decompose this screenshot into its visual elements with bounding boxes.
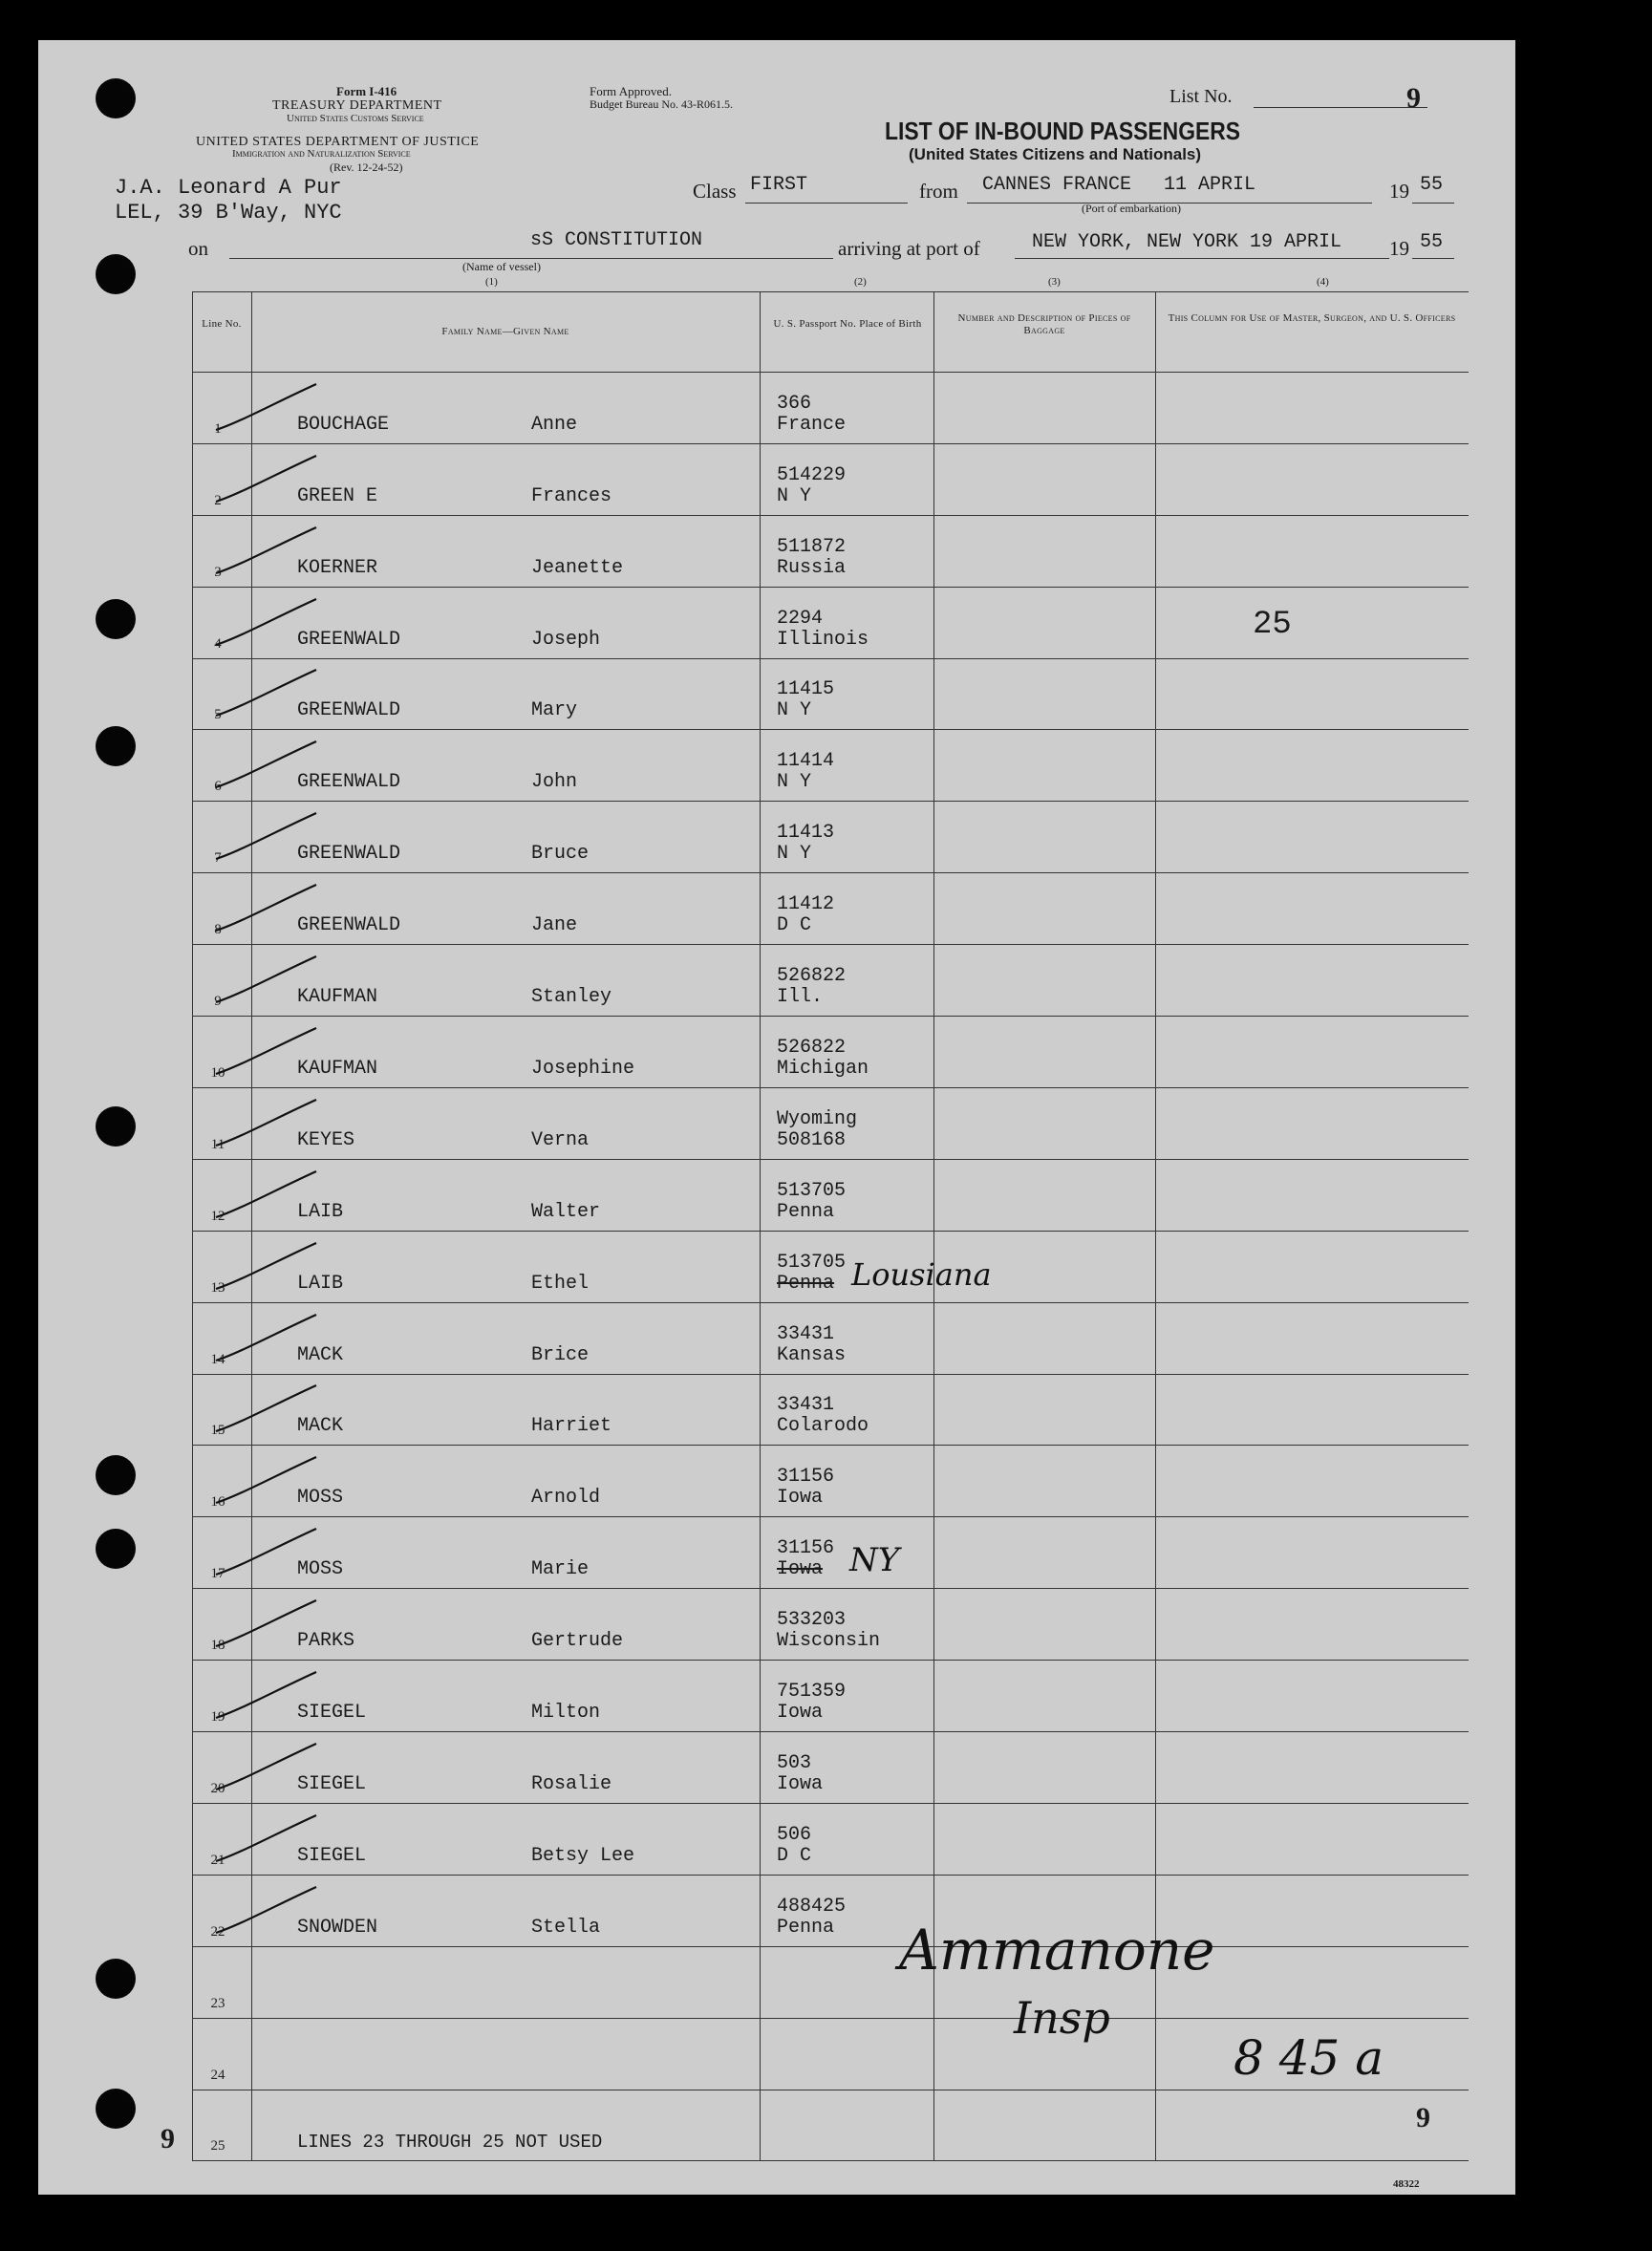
line-number: 15: [210, 1423, 225, 1439]
budget-bureau: Budget Bureau No. 43-R061.5.: [590, 97, 733, 111]
line-number: 19: [210, 1709, 225, 1726]
passport-number: 513705: [777, 1179, 847, 1202]
table-row: [192, 1731, 1469, 1803]
table-row: [192, 730, 1469, 802]
treasury-department: TREASURY DEPARTMENT: [272, 98, 442, 113]
passport-number: 513705: [777, 1251, 847, 1274]
inspector-title: Insp: [1014, 1992, 1110, 2044]
agent-line-1: J.A. Leonard A Pur: [115, 176, 342, 200]
vessel-note: (Name of vessel): [462, 260, 541, 273]
list-title: LIST OF IN-BOUND PASSENGERS: [885, 117, 1241, 145]
line-number: 14: [210, 1351, 225, 1367]
passport-number: 526822: [777, 1036, 847, 1059]
check-mark-icon: [211, 1311, 326, 1368]
table-row: [192, 1875, 1469, 1946]
col-header-line: Line No.: [202, 318, 242, 330]
passport-number: 11413: [777, 822, 835, 845]
punch-hole: [96, 2089, 136, 2129]
place-of-birth: Kansas: [777, 1343, 847, 1366]
family-name: SIEGEL: [297, 1772, 367, 1795]
place-of-birth: Wisconsin: [777, 1630, 881, 1653]
punch-hole: [96, 1959, 136, 1999]
place-of-birth: D C: [777, 914, 812, 937]
col-number-2: (2): [854, 276, 867, 288]
table-row: [192, 1946, 1469, 2018]
line-number: 10: [210, 1064, 225, 1081]
table-row: [192, 1302, 1469, 1374]
place-of-birth: Ill.: [777, 986, 824, 1009]
place-of-birth: France: [777, 413, 847, 436]
passport-number: 514229: [777, 463, 847, 486]
agent-line-2: LEL, 39 B'Way, NYC: [115, 201, 342, 225]
family-name: MACK: [297, 1343, 344, 1366]
family-name: MOSS: [297, 1558, 344, 1581]
family-name: MACK: [297, 1415, 344, 1438]
place-of-birth: N Y: [777, 771, 812, 794]
check-mark-icon: [211, 738, 326, 795]
col-header-name: Family Name—Given Name: [441, 326, 569, 337]
check-mark-icon: [211, 1168, 326, 1225]
punch-hole: [96, 599, 136, 639]
family-name: LAIB: [297, 1272, 344, 1295]
place-of-birth: N Y: [777, 484, 812, 507]
arrival-year-prefix: 19: [1389, 237, 1409, 260]
passport-number: 11412: [777, 893, 835, 916]
check-mark-icon: [211, 1024, 326, 1082]
given-name: Joseph: [531, 628, 601, 651]
table-row: [192, 1803, 1469, 1875]
line-number: 7: [214, 850, 222, 867]
revision-date: (Rev. 12-24-52): [330, 161, 403, 174]
punch-hole: [96, 254, 136, 294]
family-name: GREENWALD: [297, 699, 401, 722]
table-row: [192, 372, 1469, 443]
table-row: [192, 1446, 1469, 1517]
check-mark-icon: [211, 1453, 326, 1511]
line-number: 5: [214, 707, 222, 723]
passport-number: 366: [777, 392, 812, 415]
table-row: [192, 2090, 1469, 2161]
family-name: KAUFMAN: [297, 986, 378, 1009]
family-name: GREENWALD: [297, 628, 401, 651]
list-subtitle: (United States Citizens and Nationals): [909, 145, 1202, 163]
line-number: 25: [210, 2138, 225, 2155]
family-name: KAUFMAN: [297, 1057, 378, 1080]
given-name: John: [531, 771, 578, 794]
line-number: 11: [210, 1136, 225, 1152]
given-name: Betsy Lee: [531, 1844, 635, 1867]
line-number: 20: [210, 1780, 225, 1796]
table-row: [192, 1660, 1469, 1731]
arriving-label: arriving at port of: [838, 237, 980, 260]
passport-number: 511872: [777, 535, 847, 558]
passport-number: 11414: [777, 750, 835, 773]
passport-number: 503: [777, 1751, 812, 1774]
table-row: [192, 944, 1469, 1016]
class-value: FIRST: [750, 174, 808, 196]
row13-birth-correction: Lousiana: [851, 1256, 992, 1293]
line-number: 16: [210, 1494, 225, 1511]
row4-officer-note: 25: [1253, 607, 1292, 643]
passport-number: 31156: [777, 1466, 835, 1489]
line-number: 3: [214, 564, 222, 580]
page-mark-left: 9: [161, 2123, 175, 2155]
passport-number: 31156: [777, 1537, 835, 1560]
line-number: 13: [210, 1279, 225, 1296]
table-row: [192, 1516, 1469, 1588]
given-name: Stanley: [531, 986, 612, 1009]
line-number: 1: [214, 420, 222, 437]
place-of-birth: Iowa: [777, 1558, 824, 1581]
given-name: Josephine: [531, 1057, 635, 1080]
punch-hole: [96, 726, 136, 766]
line-number: 12: [210, 1208, 225, 1224]
list-no-label: List No.: [1169, 86, 1233, 107]
check-mark-icon: [211, 1096, 326, 1153]
print-code: 48322: [1393, 2178, 1420, 2190]
passport-number: 33431: [777, 1322, 835, 1345]
check-mark-icon: [211, 1525, 326, 1582]
passport-number: 506: [777, 1823, 812, 1846]
form-approved: Form Approved.: [590, 84, 672, 98]
place-of-birth: Colarodo: [777, 1415, 869, 1438]
family-name: MOSS: [297, 1487, 344, 1510]
given-name: Verna: [531, 1128, 590, 1151]
from-year: 55: [1420, 174, 1444, 196]
family-name: KOERNER: [297, 556, 378, 579]
given-name: Stella: [531, 1916, 601, 1939]
class-label: Class: [693, 180, 737, 203]
line-number: 8: [214, 922, 222, 938]
line-number: 22: [210, 1923, 225, 1940]
given-name: Marie: [531, 1558, 590, 1581]
port-embarkation-note: (Port of embarkation): [1082, 202, 1181, 215]
family-name: KEYES: [297, 1128, 355, 1151]
given-name: Bruce: [531, 843, 590, 866]
arrival-year: 55: [1420, 231, 1444, 253]
table-row: [192, 443, 1469, 515]
place-of-birth: Iowa: [777, 1487, 824, 1510]
inspector-signature: Ammanone: [899, 1918, 1215, 1983]
given-name: Anne: [531, 413, 578, 436]
col-number-4: (4): [1317, 276, 1329, 288]
ins-service: Immigration and Naturalization Service: [232, 148, 411, 160]
passport-number: 488425: [777, 1895, 847, 1918]
family-name: BOUCHAGE: [297, 413, 390, 436]
place-of-birth: 508168: [777, 1128, 847, 1151]
table-row: [192, 1087, 1469, 1159]
page-mark-right: 9: [1416, 2102, 1430, 2133]
table-row: [192, 658, 1469, 730]
table-row: [192, 801, 1469, 872]
family-name: GREENWALD: [297, 771, 401, 794]
check-mark-icon: [211, 452, 326, 509]
given-name: Arnold: [531, 1487, 601, 1510]
line-number: 21: [210, 1852, 225, 1868]
place-of-birth: Penna: [777, 1200, 835, 1223]
line-number: 17: [210, 1566, 225, 1582]
given-name: Frances: [531, 484, 612, 507]
check-mark-icon: [211, 1740, 326, 1797]
col-header-baggage: Number and Description of Pieces of Baggage: [957, 312, 1131, 336]
table-row: [192, 1374, 1469, 1446]
passenger-table: [192, 291, 1469, 2161]
table-row: [192, 1588, 1469, 1660]
table-row: [192, 1159, 1469, 1231]
line-number: 2: [214, 492, 222, 508]
check-mark-icon: [211, 1597, 326, 1654]
given-name: Jeanette: [531, 556, 624, 579]
given-name: Ethel: [531, 1272, 590, 1295]
punch-hole: [96, 1455, 136, 1495]
check-mark-icon: [211, 595, 326, 653]
punch-hole: [96, 78, 136, 118]
place-of-birth: Michigan: [777, 1057, 869, 1080]
row17-birth-correction: NY: [849, 1541, 900, 1579]
from-date: 11 APRIL: [1164, 174, 1256, 196]
line-number: 18: [210, 1638, 225, 1654]
vessel-name: sS CONSTITUTION: [530, 229, 703, 251]
given-name: Jane: [531, 914, 578, 937]
time-note: 8 45 a: [1234, 2030, 1384, 2086]
col-header-passport: U. S. Passport No. Place of Birth: [773, 318, 922, 330]
customs-service: United States Customs Service: [287, 113, 424, 124]
passport-number: 33431: [777, 1394, 835, 1417]
check-mark-icon: [211, 809, 326, 867]
given-name: Brice: [531, 1343, 590, 1366]
check-mark-icon: [211, 1382, 326, 1439]
family-name: LAIB: [297, 1200, 344, 1223]
family-name: PARKS: [297, 1630, 355, 1653]
check-mark-icon: [211, 1883, 326, 1940]
department-of-justice: UNITED STATES DEPARTMENT OF JUSTICE: [196, 135, 480, 149]
passport-number: 533203: [777, 1609, 847, 1632]
table-row: [192, 1016, 1469, 1087]
on-label: on: [188, 237, 208, 260]
arrival-port: NEW YORK, NEW YORK 19 APRIL: [1032, 231, 1342, 253]
place-of-birth: N Y: [777, 843, 812, 866]
check-mark-icon: [211, 1239, 326, 1297]
given-name: Walter: [531, 1200, 601, 1223]
family-name: GREENWALD: [297, 843, 401, 866]
col-number-1: (1): [485, 276, 498, 288]
check-mark-icon: [211, 1812, 326, 1869]
line-number: 9: [214, 994, 222, 1010]
passport-number: 11415: [777, 678, 835, 701]
passport-number: Wyoming: [777, 1107, 858, 1130]
col-header-officers: This Column for Use of Master, Surgeon, and U. S. Officers: [1168, 312, 1456, 324]
place-of-birth: Penna: [777, 1272, 835, 1295]
passport-number: 2294: [777, 607, 824, 630]
check-mark-icon: [211, 881, 326, 938]
line-number: 6: [214, 779, 222, 795]
given-name: Rosalie: [531, 1772, 612, 1795]
from-port: CANNES FRANCE: [982, 174, 1132, 196]
family-name: LINES 23 THROUGH 25 NOT USED: [297, 2132, 603, 2154]
place-of-birth: Penna: [777, 1916, 835, 1939]
check-mark-icon: [211, 666, 326, 723]
check-mark-icon: [211, 380, 326, 438]
punch-hole: [96, 1529, 136, 1569]
check-mark-icon: [211, 1668, 326, 1726]
table-row: [192, 515, 1469, 587]
passport-number: 526822: [777, 965, 847, 988]
line-number: 23: [210, 1995, 225, 2011]
given-name: Harriet: [531, 1415, 612, 1438]
col-number-3: (3): [1048, 276, 1061, 288]
line-number: 4: [214, 635, 222, 652]
passport-number: 751359: [777, 1681, 847, 1704]
line-number: 24: [210, 2067, 225, 2083]
table-row: [192, 872, 1469, 944]
place-of-birth: Russia: [777, 556, 847, 579]
check-mark-icon: [211, 524, 326, 581]
table-row: [192, 1231, 1469, 1302]
family-name: SIEGEL: [297, 1702, 367, 1725]
family-name: SIEGEL: [297, 1844, 367, 1867]
list-no-value: 9: [1406, 82, 1421, 114]
punch-hole: [96, 1106, 136, 1147]
check-mark-icon: [211, 953, 326, 1010]
place-of-birth: D C: [777, 1844, 812, 1867]
from-label: from: [919, 180, 958, 203]
family-name: GREEN E: [297, 484, 378, 507]
given-name: Gertrude: [531, 1630, 624, 1653]
given-name: Mary: [531, 699, 578, 722]
family-name: SNOWDEN: [297, 1916, 378, 1939]
place-of-birth: Iowa: [777, 1772, 824, 1795]
family-name: GREENWALD: [297, 914, 401, 937]
place-of-birth: N Y: [777, 699, 812, 722]
form-number: Form I-416: [336, 84, 397, 98]
given-name: Milton: [531, 1702, 601, 1725]
from-year-prefix: 19: [1389, 180, 1409, 203]
place-of-birth: Illinois: [777, 628, 869, 651]
place-of-birth: Iowa: [777, 1702, 824, 1725]
